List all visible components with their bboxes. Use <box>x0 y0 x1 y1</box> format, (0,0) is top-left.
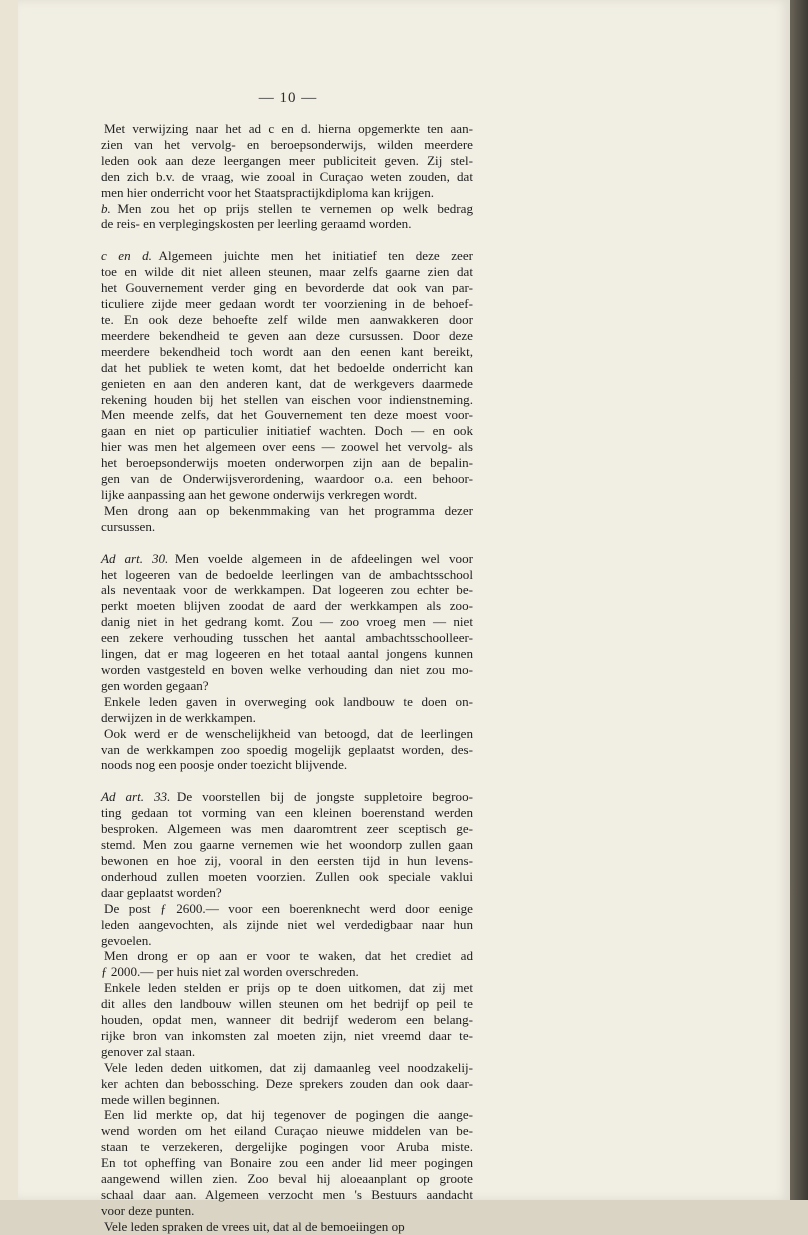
line-text: gen worden gegaan? <box>101 677 209 693</box>
text-line <box>101 392 473 408</box>
paragraph-heading: Ad art. 33. <box>101 789 171 805</box>
text-line <box>101 169 473 185</box>
text-line <box>101 216 473 232</box>
line-text: ker achten dan bebossching. Deze sprekers zouden dan ook daar- <box>101 1075 473 1091</box>
paragraph-heading: Ad art. 30. <box>101 550 169 566</box>
text-line <box>101 1092 473 1108</box>
line-text: Men voelde algemeen in de afdeelingen wel voor <box>174 550 474 566</box>
text-line <box>101 742 473 758</box>
line-text: leden ook aan deze leergangen meer publiciteit geven. Zij stel- <box>101 152 473 168</box>
text-line <box>101 1076 473 1092</box>
line-text: Men meende zelfs, dat het Gouvernement ten deze moest voor- <box>101 407 473 423</box>
line-text: men hier onderricht voor het Staatspractijkdiploma kan krijgen. <box>101 184 435 200</box>
line-text: ticuliere zijde meer gedaan wordt ter voorziening in de behoef- <box>101 296 473 312</box>
text-line <box>101 933 473 949</box>
text-line <box>101 1107 473 1123</box>
line-text: bewonen en hoe zij, vooral in den eersten tijd in hun levens- <box>101 852 473 868</box>
paragraph <box>101 901 473 949</box>
line-text: besproken. Algemeen was men daaromtrent zeer sceptisch ge- <box>101 821 473 837</box>
line-text: Algemeen juichte men het initiatief ten deze zeer <box>158 248 473 264</box>
paragraph <box>101 789 473 900</box>
text-line <box>101 853 473 869</box>
text-line <box>101 137 473 153</box>
paragraph <box>101 503 473 535</box>
line-text: leden aangevochten, als zijnde niet wel verdedigbaar naar hun <box>101 916 473 932</box>
text-line <box>101 153 473 169</box>
line-text: wend worden om het eiland Curaçao nieuwe middelen van be- <box>101 1123 473 1139</box>
line-text: onderhoud zullen moeten voorzien. Zullen ook speciale vaklui <box>101 868 473 884</box>
line-text: mede willen beginnen. <box>101 1091 220 1107</box>
line-text: Men drong aan op bekenmmaking van het programma dezer <box>104 502 473 518</box>
line-text: meerdere bekendheid toch wordt aan den eenen kant bereikt, <box>101 343 473 359</box>
text-line <box>101 455 473 471</box>
text-line <box>101 1123 473 1139</box>
text-line <box>101 646 473 662</box>
line-text: daar geplaatst worden? <box>101 884 222 900</box>
text-line <box>101 551 473 567</box>
paragraph <box>101 551 473 694</box>
line-text: de reis- en verplegingskosten per leerling geraamd worden. <box>101 216 412 232</box>
text-line <box>101 694 473 710</box>
text-line <box>101 1155 473 1171</box>
line-text: derwijzen in de werkkampen. <box>101 709 256 725</box>
text-line <box>101 1171 473 1187</box>
line-text: ting gedaan tot vorming van een kleinen boerenstand werden <box>101 805 473 821</box>
line-text: den zich b.v. de vraag, wie zooal in Curaçao weten zouden, dat <box>101 168 473 184</box>
paragraph <box>101 201 473 233</box>
document-page <box>18 0 790 1234</box>
text-line <box>101 280 473 296</box>
line-text: De post ƒ 2600.— voor een boerenknecht werd door eenige <box>104 900 473 916</box>
line-text: meerdere bekendheid te geven aan deze cursussen. Door deze <box>101 327 473 343</box>
text-line <box>101 805 473 821</box>
line-text: van de werkkampen zoo spoedig mogelijk geplaatst worden, des- <box>101 741 473 757</box>
line-text: Ook werd er de wenschelijkheid van betoogd, dat de leerlingen <box>104 725 473 741</box>
page-number: — 10 — <box>258 90 318 106</box>
text-line <box>101 614 473 630</box>
paragraph <box>101 1060 473 1108</box>
text-line <box>101 726 473 742</box>
paragraph <box>101 1219 473 1235</box>
line-text: Vele leden spraken de vrees uit, dat al de bemoeiingen op <box>104 1218 405 1234</box>
line-text: hier was men het algemeen over eens — zoowel het vervolg- als <box>101 439 473 455</box>
line-text: Men zou het op prijs stellen te vernemen op welk bedrag <box>117 200 473 216</box>
line-text: te. En ook deze behoefte zelf wilde men aanwakkeren door <box>101 311 473 327</box>
text-line <box>101 1187 473 1203</box>
text-line <box>101 869 473 885</box>
text-line <box>101 678 473 694</box>
line-text: De voorstellen bij de jongste suppletoire begroo- <box>176 789 473 805</box>
text-line <box>101 662 473 678</box>
text-line <box>101 407 473 423</box>
line-text: lingen, dat er mag logeeren en het totaal aantal jongens kunnen <box>101 646 473 662</box>
paragraph <box>101 1107 473 1218</box>
line-text: Vele leden deden uitkomen, dat zij damaanleg veel noodzakelij- <box>104 1059 473 1075</box>
text-line <box>101 248 473 264</box>
paragraph <box>101 694 473 726</box>
line-text: gen van de Onderwijsverordening, waardoor o.a. een behoor- <box>101 471 473 487</box>
line-text: het Gouvernement verder ging en bevorderde dat ook van par- <box>101 280 473 296</box>
line-text: voor deze punten. <box>101 1202 195 1218</box>
line-text: het beroepsonderwijs moeten onderworpen zijn aan de bepalin- <box>101 455 473 471</box>
body-text <box>101 121 473 1235</box>
text-line <box>101 487 473 503</box>
text-line <box>101 948 473 964</box>
text-line <box>101 185 473 201</box>
paragraph <box>101 980 473 1060</box>
text-line <box>101 503 473 519</box>
line-text: lijke aanpassing aan het gewone onderwijs verkregen wordt. <box>101 486 418 502</box>
text-line <box>101 980 473 996</box>
text-line <box>101 1139 473 1155</box>
line-text: aangewend willen zien. Zoo beval hij aloeaanplant op groote <box>101 1171 473 1187</box>
text-line <box>101 360 473 376</box>
text-line <box>101 710 473 726</box>
text-line <box>101 837 473 853</box>
text-line <box>101 567 473 583</box>
text-line <box>101 757 473 773</box>
text-line <box>101 1203 473 1219</box>
line-text: genieten en aan den anderen kant, dat de werkgevers daarmede <box>101 375 473 391</box>
text-line <box>101 1060 473 1076</box>
line-text: dit alles den landbouw willen steunen om het bedrijf op peil te <box>101 996 473 1012</box>
line-text: dat het publiek te weten komt, dat het bedoelde onderricht kan <box>101 359 473 375</box>
line-text: gevoelen. <box>101 932 152 948</box>
line-text: rijke bron van inkomsten zal moeten zijn, niet vreemd daar te- <box>101 1027 473 1043</box>
text-line <box>101 885 473 901</box>
text-line <box>101 1044 473 1060</box>
text-line <box>101 582 473 598</box>
line-text: En tot opheffing van Bonaire zou een ander lid meer pogingen <box>101 1155 473 1171</box>
text-line <box>101 376 473 392</box>
text-line <box>101 964 473 980</box>
line-text: rekening houden bij het stellen van eischen voor indienstneming. <box>101 391 473 407</box>
paragraph <box>101 948 473 980</box>
paragraph <box>101 726 473 774</box>
paragraph-heading: c en d. <box>101 248 152 264</box>
line-text: Een lid merkte op, dat hij tegenover de pogingen die aange- <box>104 1107 473 1123</box>
text-line <box>101 789 473 805</box>
line-text: toe en wilde dit niet alleen steunen, maar zelfs gaarne zien dat <box>101 264 473 280</box>
line-text: Met verwijzing naar het ad c en d. hierna opgemerkte ten aan- <box>104 121 473 136</box>
line-text: ƒ 2000.— per huis niet zal worden overschreden. <box>101 964 359 980</box>
paragraph <box>101 248 473 503</box>
line-text: houden, opdat men, wanneer dit bedrijf wederom een belang- <box>101 1012 473 1028</box>
line-text: Men drong er op aan er voor te waken, dat het crediet ad <box>104 948 473 964</box>
line-text: gaan en niet op particulier initiatief wachten. Doch — en ook <box>101 423 473 439</box>
text-line <box>101 1028 473 1044</box>
line-text: het logeeren van de bedoelde leerlingen van de ambachtsschool <box>101 566 473 582</box>
line-text: stemd. Men zou gaarne vernemen wie het woondorp zullen gaan <box>101 837 473 853</box>
text-line <box>101 423 473 439</box>
line-text: Enkele leden stelden er prijs op te doen uitkomen, dat zij met <box>104 980 473 996</box>
line-text: staan te verzekeren, dergelijke pogingen voor Aruba miste. <box>101 1139 473 1155</box>
text-line <box>101 519 473 535</box>
text-line <box>101 598 473 614</box>
binding-edge <box>790 0 808 1200</box>
line-text: noods nog een poosje onder toezicht blijvende. <box>101 757 348 773</box>
text-line <box>101 471 473 487</box>
line-text: als neventaak voor de werkkampen. Dat logeeren zou echter be- <box>101 582 473 598</box>
text-line <box>101 439 473 455</box>
text-line <box>101 996 473 1012</box>
text-line <box>101 296 473 312</box>
line-text: Enkele leden gaven in overweging ook landbouw te doen on- <box>104 693 473 709</box>
text-line <box>101 901 473 917</box>
text-line <box>101 328 473 344</box>
line-text: danig niet in het gedrang komt. Zou — zoo vroeg men — niet <box>101 614 473 630</box>
text-line <box>101 821 473 837</box>
text-line <box>101 630 473 646</box>
text-line <box>101 121 473 137</box>
text-line <box>101 344 473 360</box>
line-text: schaal daar aan. Algemeen verzocht men 's Bestuurs aandacht <box>101 1187 473 1202</box>
text-line <box>101 1012 473 1028</box>
line-text: genover zal staan. <box>101 1043 196 1059</box>
text-line <box>101 312 473 328</box>
paragraph <box>101 121 473 201</box>
line-text: cursussen. <box>101 518 156 534</box>
text-line <box>101 1219 473 1235</box>
text-line <box>101 264 473 280</box>
text-line <box>101 917 473 933</box>
paragraph-heading: b. <box>101 200 111 216</box>
line-text: zien van het vervolg- en beroepsonderwijs, wilden meerdere <box>101 136 473 152</box>
text-line <box>101 201 473 217</box>
line-text: worden vastgesteld en boven welke verhouding dan niet zou mo- <box>101 662 473 677</box>
line-text: perkt moeten blijven zoodat de aard der werkkampen als zoo- <box>101 598 473 614</box>
line-text: een zekere verhouding tusschen het aantal ambachtsschoolleer- <box>101 630 473 646</box>
